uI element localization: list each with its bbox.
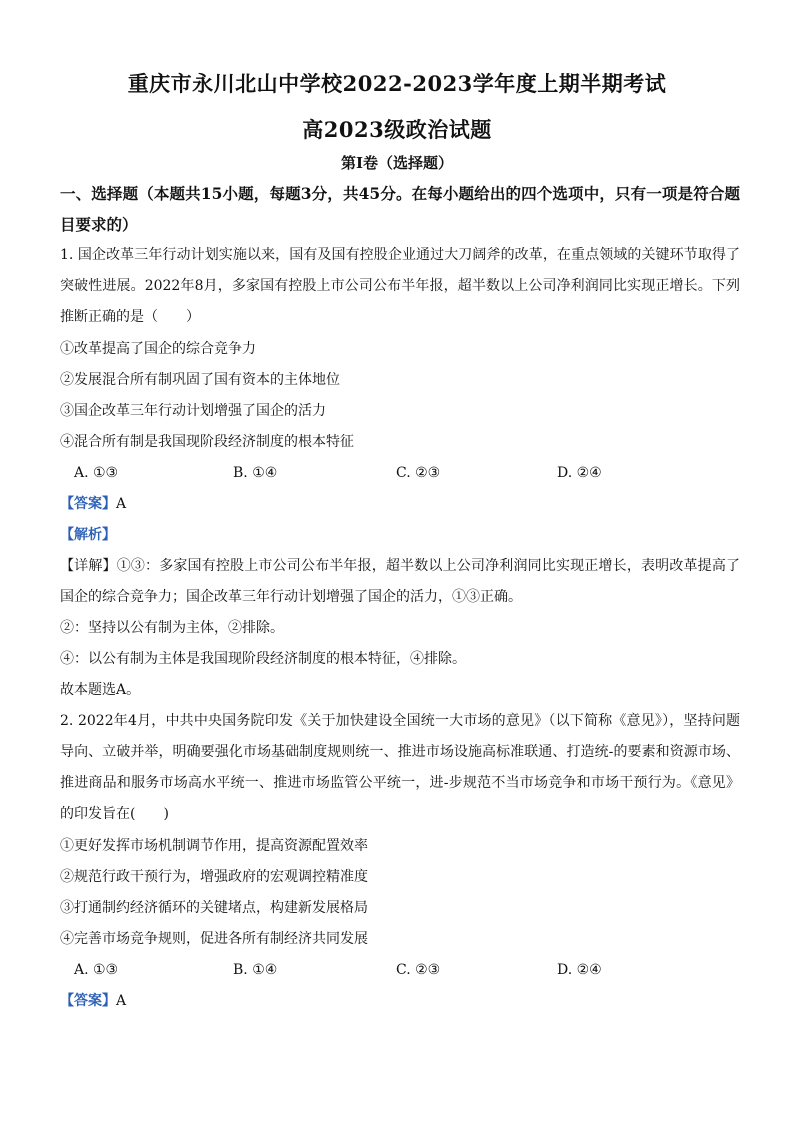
q2-choice-b: B. ①④: [233, 962, 278, 978]
answer-tag: 【答案】: [60, 993, 116, 1009]
q2-choice-d: D. ②④: [557, 962, 602, 978]
question-2-stem: 2. 2022年4月，中共中央国务院印发《关于加快建设全国统一大市场的意见》（以下简称《意见》），坚持问题导向、立破并举，明确要强化市场基础制度规则统一、推进市场设施高标准联通、打造统-的要素和资源市场、推进商品和服务市场高水平统一、推进市场监管公平统一，进-步规范不当市场竞争和市场干预行为。《意见》的印发旨在( ): [60, 713, 740, 822]
q1-analysis: [60, 520, 740, 551]
q2-choice-a: A. ①③: [74, 962, 119, 978]
detail-tag: 【详解】: [60, 558, 117, 574]
q1-statement-4: ④混合所有制是我国现阶段经济制度的根本特征: [60, 434, 354, 450]
q1-detail-1: [60, 551, 740, 613]
q2-answer: [60, 986, 740, 1017]
q2-choice-c: C. ②③: [396, 962, 441, 978]
section-heading: 一、选择题（本题共15小题，每题3分，共45分。在每小题给出的四个选项中，只有一项是符合题目要求的）: [60, 184, 740, 234]
analysis-tag: 【解析】: [60, 527, 116, 543]
answer-tag: 【答案】: [60, 496, 116, 512]
q2-statement-2: ②规范行政干预行为，增强政府的宏观调控精准度: [60, 869, 368, 885]
q1-statement-3: ③国企改革三年行动计划增强了国企的活力: [60, 403, 326, 419]
q1-detail-3: ④：以公有制为主体是我国现阶段经济制度的根本特征，④排除。: [60, 651, 466, 667]
answer-value: A: [116, 496, 127, 512]
exam-subtitle: 高2023级政治试题: [302, 117, 492, 142]
q2-statement-4: ④完善市场竞争规则，促进各所有制经济共同发展: [60, 931, 368, 947]
volume-heading: 第Ⅰ卷（选择题）: [340, 154, 454, 172]
q1-choice-a: A. ①③: [74, 465, 119, 481]
exam-title: 重庆市永川北山中学校2022-2023学年度上期半期考试: [127, 71, 667, 96]
q1-statement-1: ①改革提高了国企的综合竞争力: [60, 341, 256, 357]
question-1-stem: 1. 国企改革三年行动计划实施以来，国有及国有控股企业通过大刀阔斧的改革，在重点领域的关键环节取得了突破性进展。2022年8月，多家国有控股上市公司公布半年报，超半数以上公司净利润同比实现正增长。下列推断正确的是（ ）: [60, 247, 740, 325]
q2-statement-1: ①更好发挥市场机制调节作用，提高资源配置效率: [60, 838, 368, 854]
q1-choice-c: C. ②③: [396, 465, 441, 481]
detail-text: ①③：多家国有控股上市公司公布半年报，超半数以上公司净利润同比实现正增长，表明改革提高了国企的综合竞争力；国企改革三年行动计划增强了国企的活力，①③正确。: [60, 558, 741, 605]
q1-statement-2: ②发展混合所有制巩固了国有资本的主体地位: [60, 372, 340, 388]
q1-answer: [60, 489, 740, 520]
q1-choice-b: B. ①④: [233, 465, 278, 481]
q1-choice-d: D. ②④: [557, 465, 602, 481]
q2-statement-3: ③打通制约经济循环的关键堵点，构建新发展格局: [60, 900, 368, 916]
q1-detail-2: ②：坚持以公有制为主体，②排除。: [60, 620, 284, 636]
answer-value: A: [116, 993, 127, 1009]
q1-conclusion: 故本题选A。: [60, 682, 141, 698]
